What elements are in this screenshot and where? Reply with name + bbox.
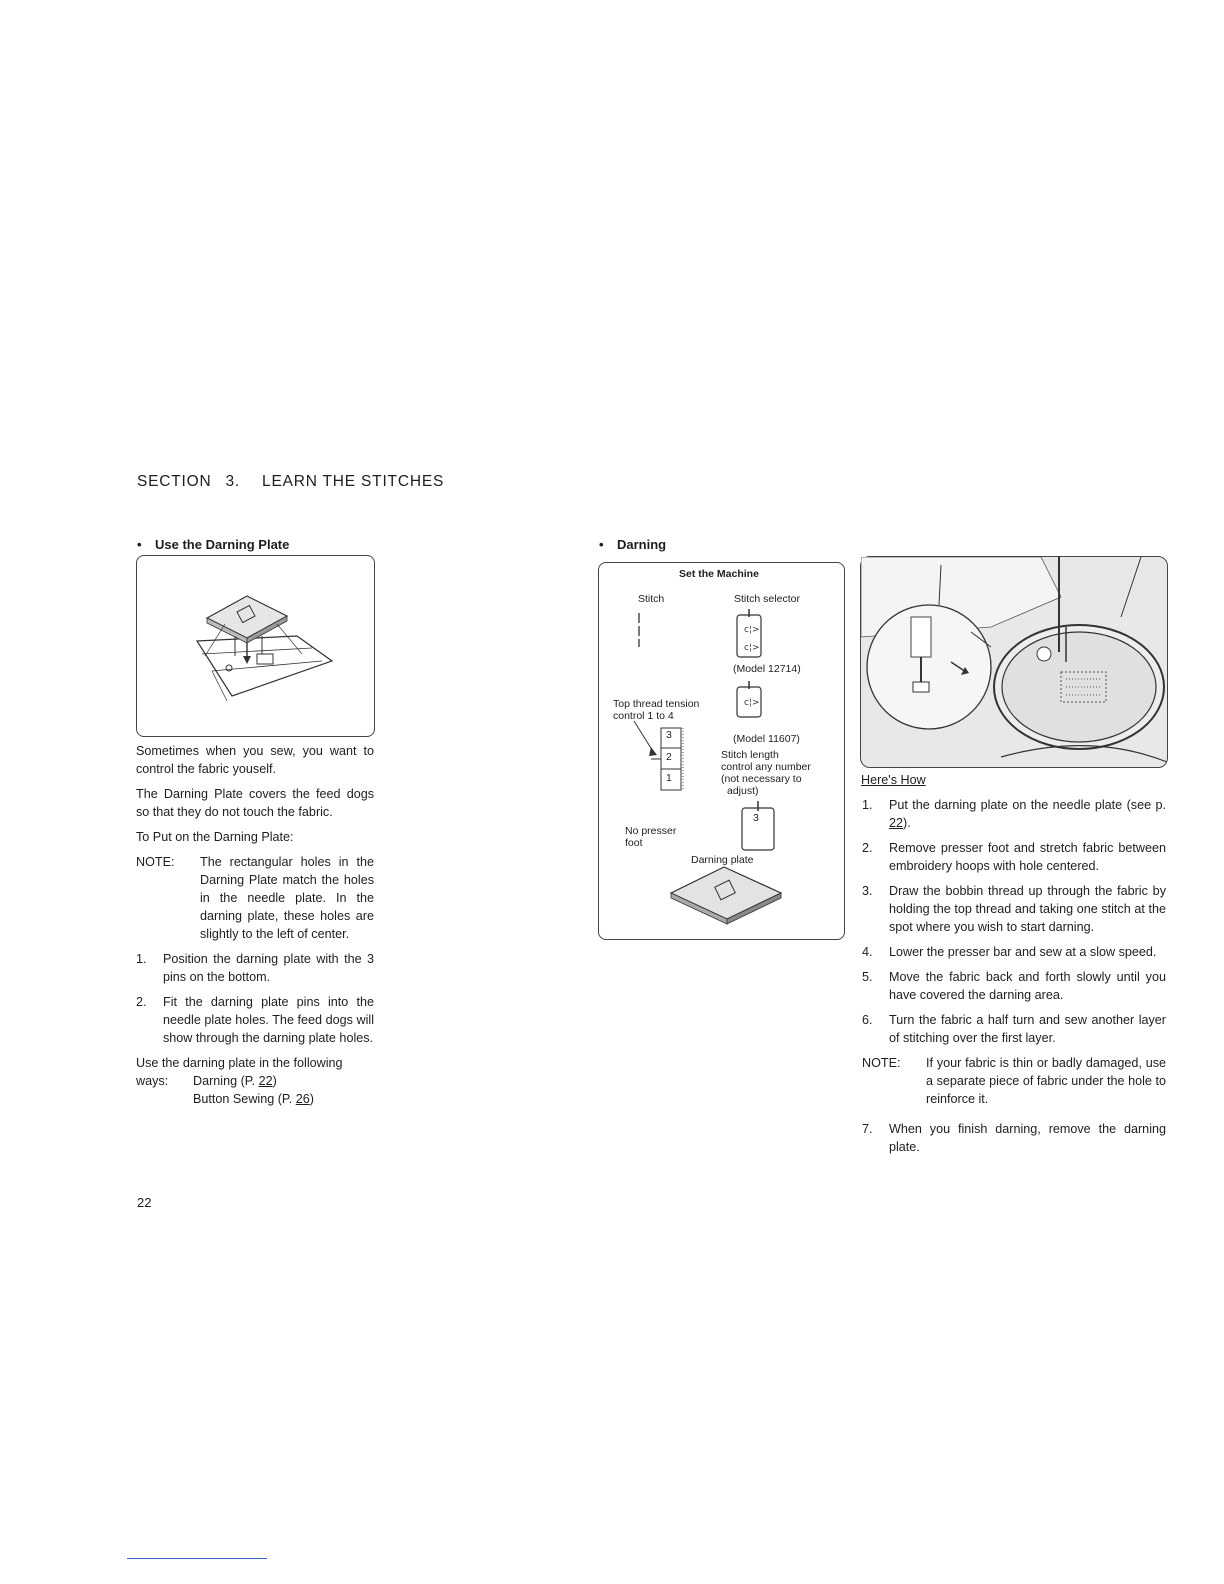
bullet-icon: •: [137, 537, 142, 552]
model-11607-label: (Model 11607): [733, 733, 800, 745]
right-steps: [862, 796, 1166, 1163]
uses-line-1: [136, 1072, 374, 1090]
left-paragraph-3: To Put on the Darning Plate:: [136, 830, 294, 844]
right-note: [862, 1054, 1166, 1108]
use-button-ref[interactable]: 26: [295, 1092, 310, 1106]
note-text: The rectangular holes in the Darning Plate match the holes in the needle plate. In the darning plate, these holes are slightly to the left of center.: [200, 855, 374, 941]
step-text: Move the fabric back and forth slowly until you have covered the darning area.: [889, 970, 1166, 1002]
left-paragraph-1: Sometimes when you sew, you want to control the fabric youself.: [136, 744, 374, 776]
page-number: 22: [137, 1195, 152, 1210]
right-step: [862, 839, 1166, 875]
note-text: If your fabric is thin or badly damaged, use a separate piece of fabric under the hole to reinforce it.: [926, 1056, 1166, 1106]
darning-plate-illustration: [137, 556, 374, 736]
right-step: [862, 1120, 1166, 1156]
embroidery-hoop-figure: [860, 556, 1168, 768]
step-text: Turn the fabric a half turn and sew another layer of stitching over the first layer.: [889, 1013, 1166, 1045]
uses-intro: Use the darning plate in the following: [136, 1056, 343, 1070]
stitch-length-label-1: Stitch length: [721, 749, 779, 761]
step-number: 7.: [862, 1122, 873, 1136]
foot-label: foot: [625, 837, 643, 849]
right-step: [862, 968, 1166, 1004]
section-number: 3.: [225, 473, 241, 490]
svg-text:c¦>: c¦>: [744, 698, 760, 708]
middle-heading: [599, 537, 666, 552]
stitch-label: Stitch: [638, 593, 665, 605]
right-step: [862, 882, 1166, 936]
left-heading: [137, 537, 289, 552]
left-paragraph-2: The Darning Plate covers the feed dogs so that they do not touch the fabric.: [136, 787, 374, 819]
dial-number-3: 3: [666, 729, 672, 741]
section-header: [137, 473, 444, 491]
dial-number-1: 1: [666, 772, 672, 784]
use-button-end: ): [309, 1092, 314, 1106]
right-step: [862, 1011, 1166, 1047]
dial-number-2: 2: [666, 751, 672, 763]
uses-line-2: [136, 1090, 374, 1108]
stitch-selector-label: Stitch selector: [734, 593, 800, 605]
svg-text:c¦>: c¦>: [744, 643, 760, 653]
use-darning: Darning (P.: [193, 1074, 259, 1088]
step-text: Fit the darning plate pins into the needle plate holes. The feed dogs will show through the darning plate holes.: [163, 995, 374, 1045]
tension-label: Top thread tension: [613, 698, 700, 710]
tension-range-label: control 1 to 4: [613, 710, 674, 722]
middle-heading-text: Darning: [617, 537, 667, 552]
step-ref[interactable]: 22: [889, 816, 904, 830]
use-darning-ref[interactable]: 22: [258, 1074, 273, 1088]
stitch-length-label-4: adjust): [727, 785, 759, 797]
step-text: When you finish darning, remove the darning plate.: [889, 1122, 1166, 1154]
step-number: 4.: [862, 945, 873, 959]
step-text: Put the darning plate on the needle plate (see p.: [889, 798, 1166, 812]
presser-foot-mark: 3: [753, 812, 759, 824]
heres-how-text: Here's How: [861, 773, 926, 787]
step-number: 2.: [136, 995, 147, 1009]
step-number: 1.: [862, 798, 873, 812]
set-machine-title: Set the Machine: [679, 568, 759, 580]
bullet-icon: •: [599, 537, 604, 552]
darning-plate-figure: [136, 555, 375, 737]
section-title: LEARN THE STITCHES: [262, 473, 445, 490]
no-presser-label: No presser: [625, 825, 677, 837]
uses-label: ways:: [136, 1074, 169, 1088]
model-12714-label: (Model 12714): [733, 663, 801, 675]
stitch-length-label-2: control any number: [721, 761, 811, 773]
step-text: Remove presser foot and stretch fabric between embroidery hoops with hole centered.: [889, 841, 1166, 873]
heres-how-heading: [861, 771, 926, 789]
set-machine-box: [598, 562, 845, 940]
note-label: NOTE:: [136, 855, 175, 869]
left-step: [136, 993, 374, 1047]
section-label: SECTION: [137, 473, 212, 490]
use-darning-end: ): [272, 1074, 277, 1088]
right-step: [862, 796, 1166, 832]
use-button-sewing: Button Sewing (P.: [193, 1092, 296, 1106]
stitch-length-label-3: (not necessary to: [721, 773, 802, 785]
left-body: [136, 742, 374, 1108]
note-label: NOTE:: [862, 1056, 901, 1070]
bottom-rule: [127, 1558, 267, 1559]
left-heading-text: Use the Darning Plate: [155, 537, 290, 552]
right-step: [862, 943, 1166, 961]
step-number: 6.: [862, 1013, 873, 1027]
step-text: Position the darning plate with the 3 pins on the bottom.: [163, 952, 374, 984]
step-number: 3.: [862, 884, 873, 898]
left-note: [136, 853, 374, 943]
step-number: 5.: [862, 970, 873, 984]
step-number: 2.: [862, 841, 873, 855]
step-number: 1.: [136, 952, 147, 966]
hoop-illustration: [861, 557, 1167, 767]
step-text: Draw the bobbin thread up through the fabric by holding the top thread and taking one stitch at the spot where you wish to start darning.: [889, 884, 1166, 934]
step-text-end: ).: [903, 816, 911, 830]
left-step: [136, 950, 374, 986]
step-text: Lower the presser bar and sew at a slow speed.: [889, 945, 1157, 959]
svg-text:c¦>: c¦>: [744, 625, 760, 635]
darning-plate-label: Darning plate: [691, 854, 754, 866]
